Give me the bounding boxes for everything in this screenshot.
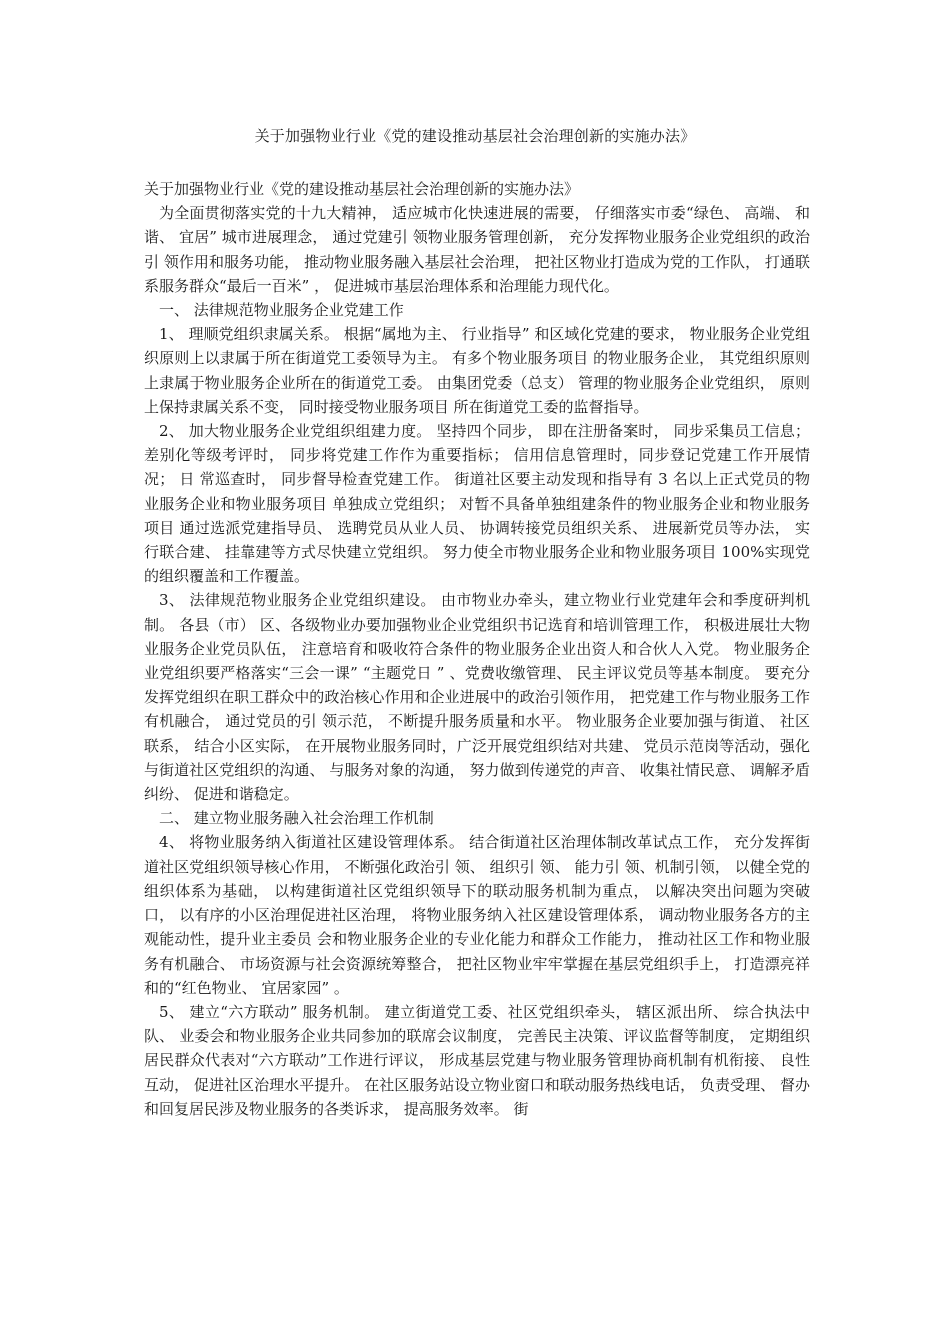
paragraph-intro: 为全面贯彻落实党的十九大精神， 适应城市化快速进展的需要， 仔细落实市委“绿色、 高端、 和谐、 宜居” 城市进展理念， 通过党建引 领物业服务管理创新， 充分发挥物业服务企业党组织的政治引 领作用和服务功能， 推动物业服务融入基层社会治理， 把社区物业打造成为党的工作队， 打通联系服务群众“最后一百米” ， 促进城市基层治理体系和治理能力现代化。 [144,204,810,295]
paragraph-item-3: 3、 法律规范物业服务企业党组织建设。 由市物业办牵头，建立物业行业党建年会和季度研判机制。 各县（市） 区、各级物业办要加强物业企业党组织书记选育和培训管理工作， 积极进展壮大物业服务企业党员队伍， 注意培育和吸收符合条件的物业服务企业出资人和合伙人入党。 物业服务企业党组织要严格落实“三会一课” “主题党日 ” 、党费收缴管理、 民主评议党员等基本制度。 要充分发挥党组织在职工群众中的政治核心作用和企业进展中的政治引领作用， 把党建工作与物业服务工作有机融合， 通过党员的引 领示范， 不断提升服务质量和水平。 物业服务企业要加强与街道、 社区联系， 结合小区实际， 在开展物业服务同时，广泛开展党组织结对共建、 党员示范岗等活动，强化与街道社区党组织的沟通、 与服务对象的沟通， 努力做到传递党的声音、 收集社情民意、 调解矛盾纠纷、 促进和谐稳定。 [144,591,810,804]
paragraph-item-1: 1、 理顺党组织隶属关系。 根据“属地为主、 行业指导” 和区域化党建的要求， 物业服务企业党组织原则上以隶属于所在街道党工委领导为主。 有多个物业服务项目 的物业服务企业， 其党组织原则上隶属于物业服务企业所在的街道党工委。 由集团党委（总支） 管理的物业服务企业党组织， 原则上保持隶属关系不变， 同时接受物业服务项目 所在街道党工委的监督指导。 [144,325,810,416]
document-subtitle: 关于加强物业行业《党的建设推动基层社会治理创新的实施办法》 [144,180,580,198]
document-title: 关于加强物业行业《党的建设推动基层社会治理创新的实施办法》 [254,127,696,145]
paragraph-item-4: 4、 将物业服务纳入街道社区建设管理体系。 结合街道社区治理体制改革试点工作， 充分发挥街道社区党组织领导核心作用， 不断强化政治引 领、 组织引 领、 能力引 领、机制引领， 以健全党的组织体系为基础， 以构建街道社区党组织领导下的联动服务机制为重点， 以解决突出问题为突破口， 以有序的小区治理促进社区治理， 将物业服务纳入社区建设管理体系， 调动物业服务各方的主观能动性，提升业主委员 会和物业服务企业的专业化能力和群众工作能力， 推动社区工作和物业服务有机融合、 市场资源与社会资源统筹整合， 把社区物业牢牢掌握在基层党组织手上， 打造漂亮祥和的“红色物业、 宜居家园” 。 [144,833,810,997]
paragraph-item-5: 5、 建立“六方联动” 服务机制。 建立街道党工委、社区党组织牵头， 辖区派出所、 综合执法中队、 业委会和物业服务企业共同参加的联席会议制度， 完善民主决策、评议监督等制度， 定期组织居民群众代表对“六方联动”工作进行评议， 形成基层党建与物业服务管理协商机制有机衔接、 良性互动， 促进社区治理水平提升。 在社区服务站设立物业窗口和联动服务热线电话， 负责受理、 督办和回复居民涉及物业服务的各类诉求， 提高服务效率。 街 [144,1002,810,1118]
section-heading-1: 一、 法律规范物业服务企业党建工作 [159,301,404,320]
document-body [144,177,810,1121]
paragraph-item-2: 2、 加大物业服务企业党组织组建力度。 坚持四个同步， 即在注册备案时， 同步采集员工信息； 差别化等级考评时， 同步将党建工作作为重要指标； 信用信息管理时，同步登记党建工作开展情况； 日 常巡查时， 同步督导检查党建工作。 街道社区要主动发现和指导有 3 名以上正式党员的物业服务企业和物业服务项目 单独成立党组织； 对暂不具备单独组建条件的物业服务企业和物业服务项目 通过选派党建指导员、 选聘党员从业人员、 协调转接党员组织关系、 进展新党员等办法， 实行联合建、 挂靠建等方式尽快建立党组织。 努力使全市物业服务企业和物业服务项目 100%实现党的组织覆盖和工作覆盖。 [144,422,810,586]
section-heading-2: 二、 建立物业服务融入社会治理工作机制 [159,809,434,828]
